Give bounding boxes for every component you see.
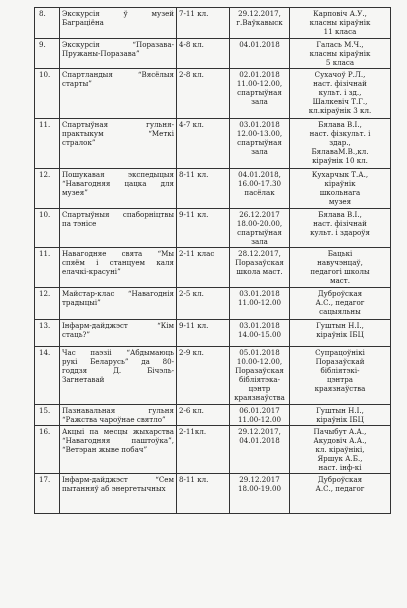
responsible-person bbox=[290, 320, 391, 347]
event-name bbox=[60, 8, 177, 39]
event-date-line: цэнтр bbox=[248, 384, 271, 393]
table-row bbox=[35, 474, 391, 514]
table-row bbox=[35, 39, 391, 69]
responsible-person bbox=[290, 426, 391, 474]
event-date-line: 18.00-20.00, bbox=[236, 219, 283, 228]
event-name bbox=[60, 69, 177, 119]
table-row bbox=[35, 426, 391, 474]
event-name bbox=[60, 119, 177, 169]
responsible-person-line: Кухарчык Т.А., bbox=[311, 170, 369, 179]
event-date bbox=[230, 347, 290, 405]
event-date-line: 10.00-12.00, bbox=[236, 357, 283, 366]
responsible-person-line: кіраўнік 10 кл. bbox=[312, 156, 368, 165]
event-name-line: Экскурсія ў музей bbox=[62, 9, 174, 18]
participants-class: 7-11 кл. bbox=[177, 8, 230, 39]
responsible-person-line: бібліятэкі- bbox=[320, 366, 360, 375]
event-date-line: школа маст. bbox=[236, 267, 283, 276]
responsible-person-line: А.С., педагог bbox=[315, 298, 365, 307]
responsible-person-line: Шалкевіч Т.Г., bbox=[312, 97, 368, 106]
event-date-line: 14.00-15.00 bbox=[237, 330, 281, 339]
responsible-person-line: здар., bbox=[329, 138, 351, 147]
event-name-line: старты” bbox=[62, 79, 92, 88]
row-number: 12. bbox=[35, 288, 60, 320]
event-date-line: 12.00-13.00, bbox=[236, 129, 283, 138]
event-date-line: 11.00-12.00 bbox=[237, 298, 281, 307]
event-name-line: “Навагодняя паштоўка”, bbox=[62, 436, 174, 445]
responsible-person-line: Галась М.Ч., bbox=[316, 40, 364, 49]
event-name-line: спяём і станцуем каля bbox=[62, 258, 174, 267]
responsible-person-line: навучэнцаў, bbox=[317, 258, 363, 267]
participants-class: 9-11 кл. bbox=[177, 320, 230, 347]
responsible-person bbox=[290, 248, 391, 288]
participants-class: 2-9 кл. bbox=[177, 347, 230, 405]
participants-class: 2-8 кл. bbox=[177, 69, 230, 119]
event-name-line: Інфарм-дайджэст “Кім bbox=[62, 321, 174, 330]
responsible-person-line: Бялава В.І., bbox=[318, 210, 362, 219]
responsible-person-line: Гуштын Н.І., bbox=[316, 321, 364, 330]
responsible-person-line: Бацькі bbox=[327, 249, 353, 258]
event-date-line: 11.00-12.00, bbox=[236, 79, 283, 88]
responsible-person bbox=[290, 169, 391, 209]
row-number: 14. bbox=[35, 347, 60, 405]
event-date-line: бібліятэка- bbox=[238, 375, 281, 384]
table-row bbox=[35, 288, 391, 320]
event-date bbox=[230, 209, 290, 248]
event-date-line: 29.12.2017 bbox=[239, 475, 280, 484]
event-name-line: практыкум “Меткі bbox=[62, 129, 174, 138]
table-row bbox=[35, 209, 391, 248]
responsible-person-line: Яршук А.Б., bbox=[317, 454, 363, 463]
event-date bbox=[230, 320, 290, 347]
event-name-line: Спартыўныя спаборніцтвы bbox=[62, 210, 174, 219]
event-date-line: зала bbox=[251, 237, 268, 246]
event-date-line: 16.00-17.30 bbox=[237, 179, 281, 188]
event-date bbox=[230, 39, 290, 69]
row-number: 12. bbox=[35, 169, 60, 209]
responsible-person-line: Дуброўская bbox=[317, 289, 363, 298]
event-date bbox=[230, 169, 290, 209]
responsible-person-line: 11 класа bbox=[323, 27, 357, 36]
participants-class: 2-6 кл. bbox=[177, 405, 230, 426]
event-name-line: Пружаны-Поразава” bbox=[62, 49, 140, 58]
event-date-line: Поразаўская bbox=[235, 366, 284, 375]
participants-class: 2-11 клас bbox=[177, 248, 230, 288]
event-date-line: пасёлак bbox=[244, 188, 275, 197]
event-date-line: 03.01.2018 bbox=[239, 321, 280, 330]
responsible-person-line: культ. і зд., bbox=[318, 88, 362, 97]
event-name-line: рукі Беларусь” да 80- bbox=[62, 357, 174, 366]
event-date bbox=[230, 426, 290, 474]
responsible-person-line: наст. фізічнай bbox=[313, 219, 367, 228]
table-row bbox=[35, 8, 391, 39]
event-date-line: зала bbox=[251, 97, 268, 106]
event-name bbox=[60, 209, 177, 248]
responsible-person bbox=[290, 209, 391, 248]
responsible-person-line: класны кіраўнік bbox=[309, 18, 371, 27]
event-name bbox=[60, 405, 177, 426]
event-name-line: Інфарм-дайджэст “Сем bbox=[62, 475, 174, 484]
event-date-line: спартыўная bbox=[237, 138, 282, 147]
responsible-person bbox=[290, 347, 391, 405]
responsible-person-line: класны кіраўнік bbox=[309, 49, 371, 58]
responsible-person-line: кіраўнік ІБЦ bbox=[316, 330, 364, 339]
event-name-line: Майстар-клас “Навагоднія bbox=[62, 289, 174, 298]
row-number: 8. bbox=[35, 8, 60, 39]
event-name bbox=[60, 426, 177, 474]
event-date bbox=[230, 288, 290, 320]
responsible-person-line: кл. кіраўнікі, bbox=[315, 445, 365, 454]
responsible-person-line: Акудовіч А.А., bbox=[313, 436, 367, 445]
event-name-line: Спартыўная гульня- bbox=[62, 120, 174, 129]
event-date bbox=[230, 119, 290, 169]
event-name-line: годдзя Д. Бічэль- bbox=[62, 366, 174, 375]
event-date-line: 26.12.2017 bbox=[239, 210, 280, 219]
table-row bbox=[35, 405, 391, 426]
participants-class: 8-11 кл. bbox=[177, 474, 230, 514]
event-name bbox=[60, 169, 177, 209]
responsible-person bbox=[290, 119, 391, 169]
event-name-line: пытанняў аб энергетычных bbox=[62, 484, 166, 493]
event-name-line: Пошукавая экспедыцыя bbox=[62, 170, 174, 179]
responsible-person-line: Поразаўскай bbox=[315, 357, 365, 366]
events-table bbox=[34, 7, 391, 514]
responsible-person bbox=[290, 288, 391, 320]
responsible-person-line: Сухачоў Р.Л., bbox=[314, 70, 366, 79]
row-number: 11. bbox=[35, 119, 60, 169]
participants-class: 2-11кл. bbox=[177, 426, 230, 474]
event-date-line: спартыўная bbox=[237, 88, 282, 97]
event-date bbox=[230, 248, 290, 288]
responsible-person-line: культ. і здароўя bbox=[310, 228, 370, 237]
table-row bbox=[35, 248, 391, 288]
responsible-person-line: Карповіч А.У., bbox=[313, 9, 367, 18]
responsible-person bbox=[290, 474, 391, 514]
participants-class: 4-7 кл. bbox=[177, 119, 230, 169]
event-name bbox=[60, 347, 177, 405]
responsible-person-line: наст. інф-кі bbox=[318, 463, 362, 472]
participants-class: 4-8 кл. bbox=[177, 39, 230, 69]
responsible-person-line: кіраўнік bbox=[324, 179, 356, 188]
responsible-person-line: А.С., педагог bbox=[315, 484, 365, 493]
responsible-person bbox=[290, 39, 391, 69]
event-name-line: “Ражства чароўнае святло” bbox=[62, 415, 166, 424]
responsible-person-line: наст. фізічнай bbox=[313, 79, 367, 88]
responsible-person-line: маст. bbox=[330, 276, 350, 285]
event-name-line: елачкі-красуні” bbox=[62, 267, 121, 276]
event-name bbox=[60, 39, 177, 69]
responsible-person-line: Дуброўская bbox=[317, 475, 363, 484]
event-date bbox=[230, 474, 290, 514]
event-date-line: 11.00-12.00 bbox=[237, 415, 281, 424]
event-name-line: Пазнавальная гульня bbox=[62, 406, 174, 415]
event-name-line: Экскурсія “Поразава- bbox=[62, 40, 174, 49]
row-number: 11. bbox=[35, 248, 60, 288]
responsible-person-line: педагогі школы bbox=[310, 267, 370, 276]
event-date-line: 04.01.2018, bbox=[238, 170, 281, 179]
event-date-line: 29.12.2017, bbox=[238, 9, 281, 18]
event-date-line: 06.01.2017 bbox=[239, 406, 280, 415]
event-name-line: Час паэзіі “Абдымаюць bbox=[62, 348, 174, 357]
event-name-line: стралок” bbox=[62, 138, 96, 147]
event-date-line: 02.01.2018 bbox=[239, 70, 280, 79]
event-date-line: Поразаўская bbox=[235, 258, 284, 267]
responsible-person-line: 5 класа bbox=[325, 58, 355, 67]
event-date-line: 29.12.2017, bbox=[238, 427, 281, 436]
event-date bbox=[230, 8, 290, 39]
event-date-line: 28.12.2017, bbox=[238, 249, 281, 258]
event-name-line: “Ветэран жыве побач” bbox=[62, 445, 148, 454]
event-date-line: спартыўная bbox=[237, 228, 282, 237]
table-row bbox=[35, 69, 391, 119]
responsible-person bbox=[290, 69, 391, 119]
row-number: 10. bbox=[35, 209, 60, 248]
event-name bbox=[60, 474, 177, 514]
participants-class: 9-11 кл. bbox=[177, 209, 230, 248]
responsible-person-line: краязнаўства bbox=[314, 384, 366, 393]
event-name bbox=[60, 248, 177, 288]
responsible-person-line: Гуштын Н.І., bbox=[316, 406, 364, 415]
event-name bbox=[60, 288, 177, 320]
event-name-line: па тэнісе bbox=[62, 219, 97, 228]
event-name-line: “Навагодняя цацка для bbox=[62, 179, 174, 188]
event-date bbox=[230, 69, 290, 119]
event-date-line: 18.00-19.00 bbox=[237, 484, 281, 493]
table-row bbox=[35, 119, 391, 169]
row-number: 17. bbox=[35, 474, 60, 514]
table-row bbox=[35, 347, 391, 405]
event-date-line: 05.01.2018 bbox=[239, 348, 280, 357]
responsible-person-line: музея bbox=[328, 197, 352, 206]
responsible-person-line: кл.кіраўнік 3 кл. bbox=[308, 106, 372, 115]
event-name bbox=[60, 320, 177, 347]
responsible-person-line: Пачыбут А.А., bbox=[313, 427, 367, 436]
event-date-line: зала bbox=[251, 147, 268, 156]
event-name-line: традыцыі” bbox=[62, 298, 101, 307]
responsible-person-line: БялаваМ.В.,кл. bbox=[311, 147, 369, 156]
responsible-person-line: школьнага bbox=[319, 188, 361, 197]
participants-class: 8-11 кл. bbox=[177, 169, 230, 209]
responsible-person-line: цэнтра bbox=[327, 375, 353, 384]
responsible-person-line: Супрацоўнікі bbox=[315, 348, 365, 357]
row-number: 15. bbox=[35, 405, 60, 426]
responsible-person bbox=[290, 8, 391, 39]
event-date-line: г.Ваўкавыск bbox=[236, 18, 283, 27]
event-name-line: стаць?” bbox=[62, 330, 90, 339]
responsible-person bbox=[290, 405, 391, 426]
responsible-person-line: наст. фізкульт. і bbox=[309, 129, 371, 138]
row-number: 9. bbox=[35, 39, 60, 69]
event-date-line: краязнаўства bbox=[234, 393, 285, 402]
row-number: 10. bbox=[35, 69, 60, 119]
participants-class: 2-5 кл. bbox=[177, 288, 230, 320]
table-row bbox=[35, 169, 391, 209]
event-name-line: Акцыі па месцы жыхарства bbox=[62, 427, 174, 436]
events-table-body bbox=[35, 8, 391, 514]
event-date-line: 03.01.2018 bbox=[239, 289, 280, 298]
event-name-line: Навагодняе свята “Мы bbox=[62, 249, 174, 258]
responsible-person-line: сацыяльны bbox=[319, 307, 361, 316]
event-name-line: Загнетавай bbox=[62, 375, 105, 384]
event-date-line: 03.01.2018 bbox=[239, 120, 280, 129]
event-name-line: музея” bbox=[62, 188, 88, 197]
table-row bbox=[35, 320, 391, 347]
event-name-line: Спартландыя “Вясёлыя bbox=[62, 70, 174, 79]
row-number: 16. bbox=[35, 426, 60, 474]
responsible-person-line: кіраўнік ІБЦ bbox=[316, 415, 364, 424]
event-name-line: Баграціёна bbox=[62, 18, 104, 27]
event-date bbox=[230, 405, 290, 426]
responsible-person-line: Бялава В.І., bbox=[318, 120, 362, 129]
row-number: 13. bbox=[35, 320, 60, 347]
event-date-line: 04.01.2018 bbox=[239, 40, 280, 49]
event-date-line: 04.01.2018 bbox=[239, 436, 280, 445]
